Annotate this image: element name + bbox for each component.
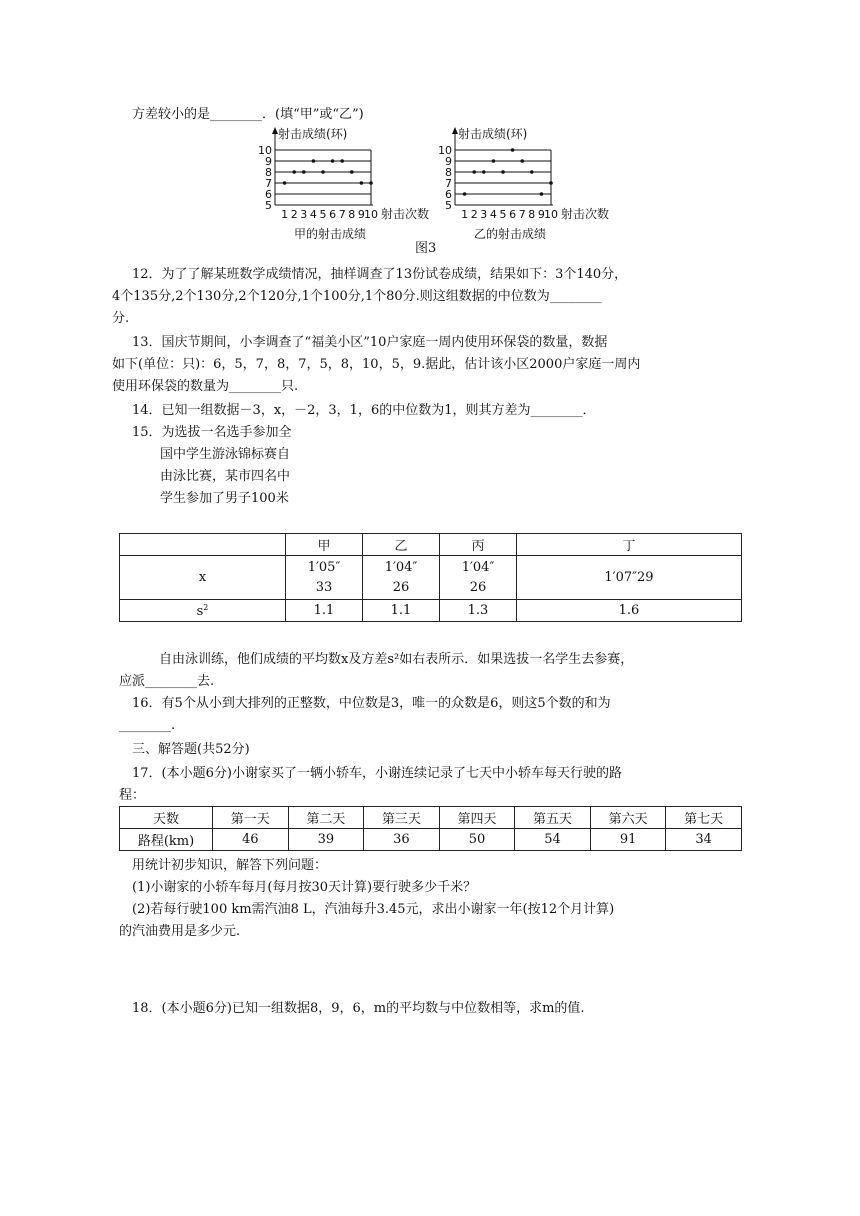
q17-value-d3: 36 (364, 829, 440, 851)
x-tick-label: 2 (470, 208, 478, 221)
x-tick-label: 10 (364, 208, 378, 221)
q15-table (119, 533, 742, 622)
q15-line-4: 学生参加了男子100米 (160, 491, 289, 506)
data-point (530, 170, 534, 174)
x-tick-label: 8 (348, 208, 356, 221)
q17-body-2: (1)小谢家的小轿车每月(每月按30天计算)要行驶多少千米？ (132, 880, 477, 895)
x-tick-label: 9 (537, 208, 545, 221)
q17-row-label: 路程(km) (120, 829, 213, 851)
y-tick-label: 9 (445, 155, 452, 168)
q15-x-bing: 1′04″ 26 (440, 556, 517, 600)
q15-header-blank (120, 534, 286, 556)
x-tick-label: 7 (518, 208, 526, 221)
chart-subtitle: 乙的射击成绩 (473, 227, 547, 241)
q17-table (119, 806, 742, 851)
q11-tail: 方差较小的是________．(填“甲”或“乙”) (132, 107, 364, 122)
y-tick-label: 8 (265, 166, 272, 179)
y-tick-label: 5 (445, 199, 452, 212)
y-axis-label: 射击成绩(环) (278, 127, 348, 141)
x-tick-label: 5 (319, 208, 327, 221)
x-tick-label: 4 (489, 208, 497, 221)
q15-s-yi: 1.1 (363, 600, 440, 622)
q15-row-x-label: x (120, 556, 286, 600)
q17-header-day: 天数 (120, 807, 213, 829)
q18: 18．(本小题6分)已知一组数据8，9，6，m的平均数与中位数相等，求m的值. (132, 1001, 585, 1016)
q17-value-d4: 50 (439, 829, 515, 851)
y-axis-label: 射击成绩(环) (458, 127, 528, 141)
x-tick-label: 9 (357, 208, 365, 221)
q15-x-jia: 1′05″ 33 (286, 556, 363, 600)
data-point (331, 159, 335, 163)
x-tick-label: 6 (329, 208, 337, 221)
data-point (520, 159, 524, 163)
q15-s-jia: 1.1 (286, 600, 363, 622)
q17-header-d6: 第六天 (590, 807, 666, 829)
q15-header-bing: 丙 (440, 534, 517, 556)
q17-value-d2: 39 (288, 829, 364, 851)
q14: 14．已知一组数据－3，x，－2，3，1，6的中位数为1，则其方差为________． (132, 403, 596, 418)
q16-line-2: ________. (119, 718, 176, 733)
s-symbol: s (196, 603, 204, 619)
x-tick-label: 2 (290, 208, 298, 221)
y-tick-label: 10 (258, 144, 272, 157)
q17-body-1: 用统计初步知识，解答下列问题： (132, 858, 328, 873)
y-tick-label: 6 (445, 188, 452, 201)
q17-value-d5: 54 (515, 829, 591, 851)
q15-x-yi: 1′04″ 26 (363, 556, 440, 600)
q12-line-3: 分. (112, 311, 130, 326)
q17-line-2: 程： (119, 788, 146, 803)
q17-header-d4: 第四天 (439, 807, 515, 829)
data-point (472, 170, 476, 174)
x-tick-label: 8 (528, 208, 536, 221)
q13-line-1: 13．国庆节期间，小李调查了“福美小区”10户家庭一周内使用环保袋的数量，数据 (132, 335, 608, 350)
x-axis-label: 射击次数 (561, 207, 610, 221)
q17-value-d1: 46 (213, 829, 289, 851)
y-tick-label: 10 (438, 144, 452, 157)
q15-line-2: 国中学生游泳锦标赛自 (160, 447, 291, 462)
q17-body-4: 的汽油费用是多少元. (119, 924, 241, 939)
q13-line-2: 如下(单位：只)：6，5，7，8，7，5，8，10，5，9.据此，估计该小区2000户家庭一周内 (112, 357, 641, 372)
x-axis-label: 射击次数 (381, 207, 430, 221)
data-point (292, 170, 296, 174)
q17-header-d3: 第三天 (364, 807, 440, 829)
x-tick-label: 5 (499, 208, 507, 221)
data-point (321, 170, 325, 174)
q17-value-d7: 34 (666, 829, 742, 851)
q15-header-yi: 乙 (363, 534, 440, 556)
x-tick-label: 3 (300, 208, 308, 221)
data-point (302, 170, 306, 174)
q15-line-3: 由泳比赛，某市四名中 (160, 469, 291, 484)
q17-header-d2: 第二天 (288, 807, 364, 829)
data-point (482, 170, 486, 174)
q13-line-3: 使用环保袋的数量为________只. (112, 379, 299, 394)
data-point (360, 181, 364, 185)
q15-s-bing: 1.3 (440, 600, 517, 622)
figure-caption: 图3 (415, 241, 437, 256)
q15-row-s-label (120, 600, 286, 622)
data-point (350, 170, 354, 174)
q17-header-d1: 第一天 (213, 807, 289, 829)
data-point (540, 192, 544, 196)
data-point (340, 159, 344, 163)
q17-header-d7: 第七天 (666, 807, 742, 829)
x-tick-label: 1 (461, 208, 469, 221)
data-point (511, 148, 515, 152)
s-superscript: 2 (203, 602, 209, 612)
data-point (369, 181, 373, 185)
data-point (549, 181, 553, 185)
q17-line-1: 17．(本小题6分)小谢家买了一辆小轿车，小谢连续记录了七天中小轿车每天行驶的路 (132, 766, 622, 781)
q15-x-ding: 1′07″29 (517, 556, 742, 600)
x-tick-label: 1 (281, 208, 289, 221)
data-point (501, 170, 505, 174)
chart-subtitle: 甲的射击成绩 (293, 227, 367, 241)
q15-header-ding: 丁 (517, 534, 742, 556)
y-tick-label: 9 (265, 155, 272, 168)
x-tick-label: 3 (480, 208, 488, 221)
y-tick-label: 7 (265, 177, 272, 190)
q15-s-ding: 1.6 (517, 600, 742, 622)
q15-line-1: 15．为选拔一名选手参加全 (132, 425, 292, 440)
q17-body-3: (2)若每行驶100 km需汽油8 L，汽油每升3.45元，求出小谢家一年(按12个月计算) (132, 902, 615, 917)
y-tick-label: 7 (445, 177, 452, 190)
q15-tail-1: 自由泳训练，他们成绩的平均数x及方差s²如右表所示．如果选拔一名学生去参赛， (159, 652, 634, 667)
x-tick-label: 7 (338, 208, 346, 221)
data-point (492, 159, 496, 163)
q16-line-1: 16．有5个从小到大排列的正整数，中位数是3，唯一的众数是6，则这5个数的和为 (132, 696, 611, 711)
q15-header-jia: 甲 (286, 534, 363, 556)
x-tick-label: 4 (309, 208, 317, 221)
q15-tail-2: 应派________去. (119, 674, 215, 689)
q17-value-d6: 91 (590, 829, 666, 851)
y-tick-label: 5 (265, 199, 272, 212)
data-point (463, 192, 467, 196)
q12-line-2: 4个135分,2个130分,2个120分,1个100分,1个80分.则这组数据的中位数为________ (112, 289, 602, 304)
data-point (283, 181, 287, 185)
x-tick-label: 10 (544, 208, 558, 221)
q12-line-1: 12．为了了解某班数学成绩情况，抽样调查了13份试卷成绩，结果如下：3个140分， (132, 267, 628, 282)
y-tick-label: 8 (445, 166, 452, 179)
q17-header-d5: 第五天 (515, 807, 591, 829)
data-point (312, 159, 316, 163)
y-tick-label: 6 (265, 188, 272, 201)
section-3-heading: 三、解答题(共52分) (132, 742, 250, 757)
x-tick-label: 6 (509, 208, 517, 221)
